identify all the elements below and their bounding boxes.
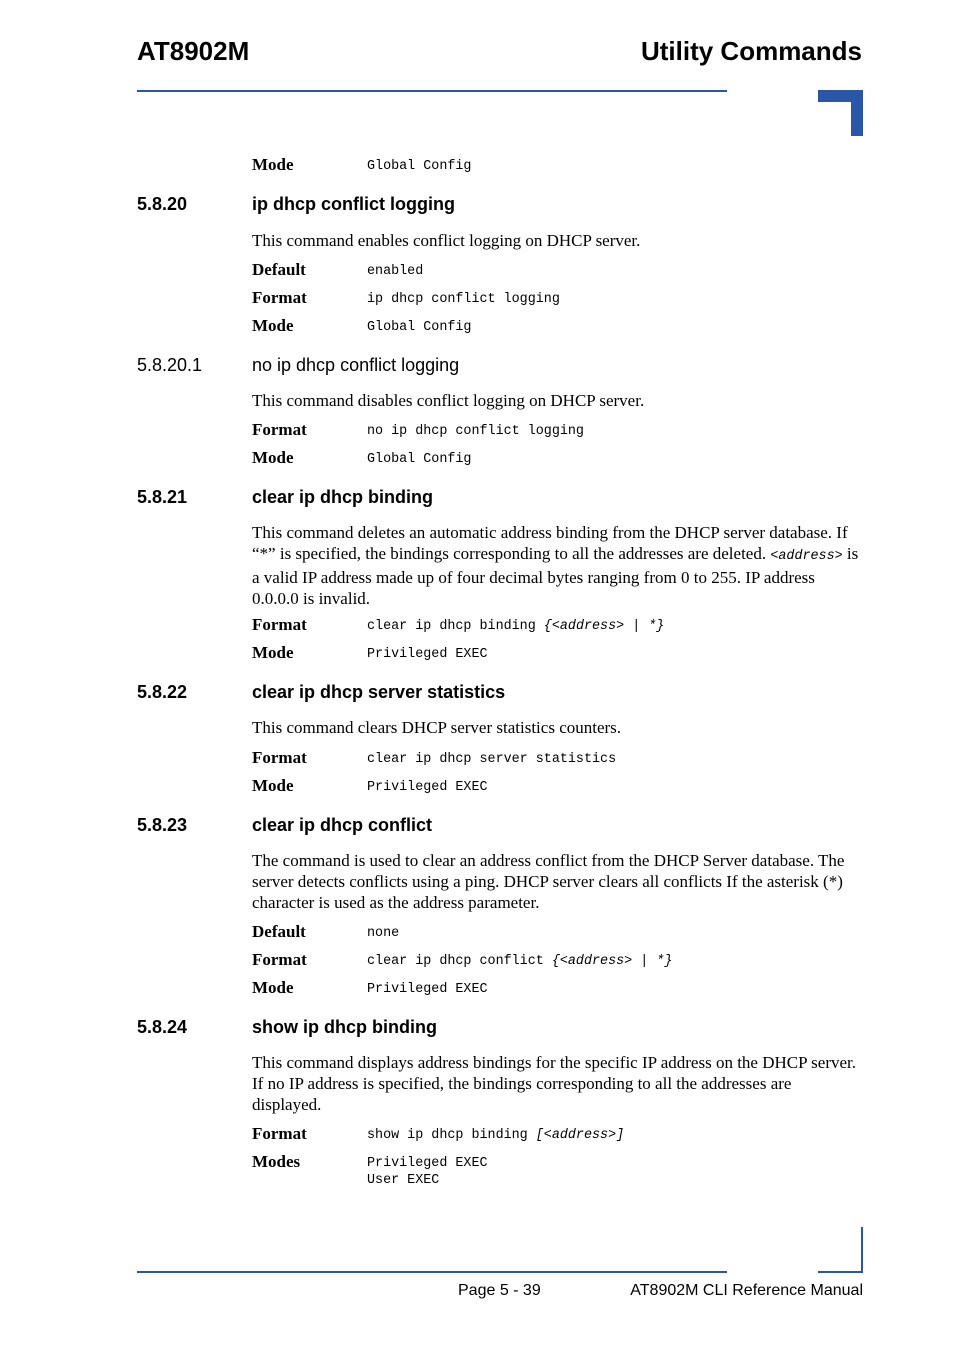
footer-rule bbox=[137, 1271, 727, 1273]
subsection-number: 5.8.20.1 bbox=[137, 355, 203, 375]
format-argument: {<address> | *} bbox=[543, 619, 665, 634]
mode-label: Mode bbox=[252, 643, 294, 662]
section-number: 5.8.23 bbox=[137, 815, 188, 835]
format-row bbox=[252, 288, 864, 310]
mode-row bbox=[252, 316, 864, 338]
mode-value: Privileged EXEC bbox=[367, 780, 488, 795]
mode-label: Mode bbox=[252, 448, 294, 467]
format-label: Format bbox=[252, 288, 307, 307]
format-command: clear ip dhcp binding bbox=[367, 619, 544, 634]
section-title: clear ip dhcp conflict bbox=[252, 815, 433, 835]
format-command: show ip dhcp binding bbox=[367, 1128, 536, 1143]
format-row bbox=[252, 1124, 864, 1146]
mode-label: Mode bbox=[252, 155, 294, 174]
format-argument: [<address>] bbox=[535, 1128, 625, 1143]
format-row bbox=[252, 950, 864, 972]
format-row bbox=[252, 748, 864, 770]
mode-value: Global Config bbox=[367, 320, 472, 335]
default-row bbox=[252, 260, 864, 282]
format-label: Format bbox=[252, 420, 307, 439]
format-label: Format bbox=[252, 748, 307, 767]
section-description: The command is used to clear an address conflict from the DHCP Server database. The server detects conflicts using a ping. DHCP server clears all conflicts If the asterisk (*) character is used as the address parameter. bbox=[252, 851, 845, 912]
description-text: is a valid IP address made up of four decimal bytes ranging from 0 to 255. IP address 0.0.0.0 is invalid. bbox=[252, 544, 859, 608]
mode-row bbox=[252, 448, 864, 470]
format-command: clear ip dhcp conflict bbox=[367, 954, 552, 969]
header-product: AT8902M bbox=[137, 36, 250, 66]
default-label: Default bbox=[252, 922, 306, 941]
header-chapter: Utility Commands bbox=[640, 36, 862, 66]
format-value: clear ip dhcp server statistics bbox=[367, 752, 617, 767]
section-description: This command clears DHCP server statistics counters. bbox=[252, 718, 622, 737]
header-rule bbox=[137, 90, 727, 92]
section-description: This command displays address bindings for the specific IP address on the DHCP server. If no IP address is specified, the bindings corresponding to all the addresses are displayed. bbox=[252, 1053, 857, 1114]
address-parameter: <address> bbox=[770, 549, 843, 564]
mode-row bbox=[252, 643, 864, 665]
default-label: Default bbox=[252, 260, 306, 279]
mode-value: Global Config bbox=[367, 452, 472, 467]
intro-mode-row bbox=[252, 155, 864, 177]
footer-corner-mark-vertical bbox=[861, 1227, 863, 1273]
mode-item: User EXEC bbox=[367, 1173, 440, 1188]
section-number: 5.8.22 bbox=[137, 682, 188, 702]
format-value bbox=[367, 618, 664, 635]
format-value bbox=[367, 953, 672, 970]
section-title: clear ip dhcp server statistics bbox=[252, 682, 506, 702]
mode-row bbox=[252, 776, 864, 798]
section-description: This command disables conflict logging on DHCP server. bbox=[252, 391, 645, 410]
mode-value: Privileged EXEC bbox=[367, 982, 488, 997]
section-number: 5.8.20 bbox=[137, 194, 188, 214]
format-label: Format bbox=[252, 1124, 307, 1143]
section-description bbox=[252, 522, 864, 609]
format-argument: {<address> | *} bbox=[551, 954, 673, 969]
format-row bbox=[252, 420, 864, 442]
format-value: no ip dhcp conflict logging bbox=[367, 424, 584, 439]
section-title: clear ip dhcp binding bbox=[252, 487, 434, 507]
default-value: enabled bbox=[367, 264, 424, 279]
mode-label: Mode bbox=[252, 316, 294, 335]
mode-label: Mode bbox=[252, 978, 294, 997]
default-row bbox=[252, 922, 864, 944]
modes-value bbox=[367, 1155, 488, 1189]
header-corner-mark-vertical bbox=[851, 90, 863, 136]
section-description: This command enables conflict logging on DHCP server. bbox=[252, 231, 641, 250]
format-value: ip dhcp conflict logging bbox=[367, 292, 560, 307]
mode-value: Global Config bbox=[367, 159, 472, 174]
mode-row bbox=[252, 978, 864, 1000]
format-value bbox=[367, 1127, 624, 1144]
description-text: This command deletes an automatic address binding from the DHCP server database. If “*” is specified, the bindings corresponding to all the addresses are deleted. bbox=[252, 523, 848, 563]
section-number: 5.8.21 bbox=[137, 487, 188, 507]
manual-title: AT8902M CLI Reference Manual bbox=[630, 1282, 863, 1299]
page-number: Page 5 - 39 bbox=[458, 1282, 541, 1299]
default-value: none bbox=[367, 926, 400, 941]
section-title: ip dhcp conflict logging bbox=[252, 194, 455, 214]
section-number: 5.8.24 bbox=[137, 1017, 188, 1037]
format-label: Format bbox=[252, 950, 307, 969]
mode-item: Privileged EXEC bbox=[367, 1156, 488, 1171]
modes-row bbox=[252, 1152, 864, 1192]
mode-label: Mode bbox=[252, 776, 294, 795]
footer-corner-mark bbox=[818, 1271, 863, 1273]
modes-label: Modes bbox=[252, 1152, 301, 1171]
format-label: Format bbox=[252, 615, 307, 634]
format-row bbox=[252, 615, 864, 637]
mode-value: Privileged EXEC bbox=[367, 647, 488, 662]
subsection-title: no ip dhcp conflict logging bbox=[252, 355, 460, 375]
section-title: show ip dhcp binding bbox=[252, 1017, 437, 1037]
